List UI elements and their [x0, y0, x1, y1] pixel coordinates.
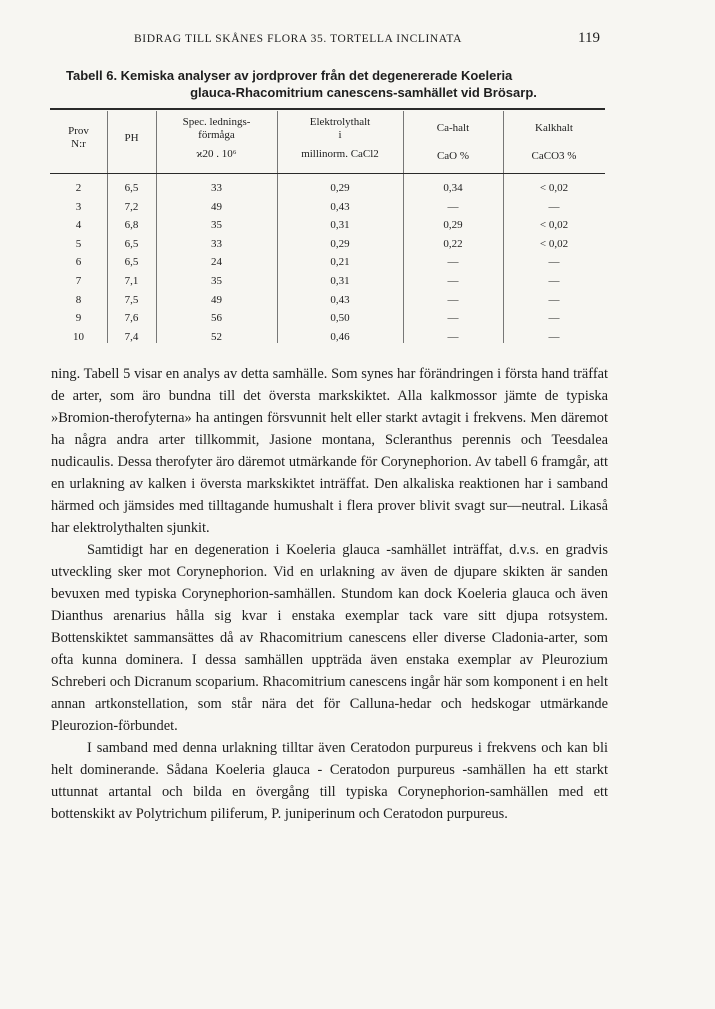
header-ca-halt-line-1: Ca-halt: [436, 122, 470, 134]
running-head: [0, 30, 715, 50]
cell-spec: 33: [211, 182, 222, 194]
cell-kalkhalt: —: [548, 275, 560, 287]
header-ca-halt: [403, 122, 503, 163]
header-kalkhalt: [503, 122, 605, 163]
header-prov-line-1: Prov: [68, 125, 89, 137]
cell-ph: 7,6: [124, 312, 139, 325]
cell-spec: 35: [211, 275, 222, 287]
cell-kalkhalt: < 0,02: [539, 237, 569, 250]
cell-elektrolythalt: 0,31: [330, 219, 350, 232]
cell-elektrolythalt: 0,46: [330, 330, 350, 343]
cell-ph: 7,4: [124, 330, 139, 343]
cell-prov: 7: [75, 275, 82, 287]
cell-kalkhalt: —: [548, 256, 560, 269]
header-kalkhalt-line-1: Kalkhalt: [535, 122, 573, 134]
header-spec-line-2: förmåga: [198, 129, 235, 141]
cell-elektrolythalt: 0,29: [330, 237, 350, 250]
cell-kalkhalt: —: [548, 293, 560, 306]
cell-ca-halt: 0,22: [443, 237, 463, 250]
cell-spec: 52: [211, 330, 222, 343]
cell-elektrolythalt: 0,21: [330, 256, 350, 269]
header-elektrolythalt-line-2: i: [338, 129, 342, 141]
cell-kalkhalt: < 0,02: [539, 219, 569, 232]
cell-spec: 35: [211, 219, 222, 232]
header-prov: [50, 125, 107, 151]
cell-ca-halt: —: [447, 312, 459, 325]
table-top-rule: [50, 108, 605, 110]
cell-spec: 24: [211, 256, 222, 269]
cell-spec: 49: [211, 293, 222, 306]
cell-prov: 4: [75, 219, 82, 232]
table-caption-line-1: Tabell 6. Kemiska analyser av jordprover från det degenererade Koeleria: [66, 68, 513, 83]
cell-elektrolythalt: 0,29: [330, 182, 350, 194]
cell-elektrolythalt: 0,31: [330, 275, 350, 287]
header-kalkhalt-line-2: CaCO3 %: [531, 150, 577, 162]
cell-ph: 6,5: [124, 256, 139, 269]
running-title: BIDRAG TILL SKÅNES FLORA 35. TORTELLA INCLINATA: [134, 33, 463, 45]
cell-ph: 7,5: [124, 293, 139, 306]
cell-elektrolythalt: 0,50: [330, 312, 350, 325]
cell-ph: 7,2: [124, 200, 139, 213]
cell-elektrolythalt: 0,43: [330, 293, 350, 306]
cell-prov: 9: [75, 312, 82, 325]
header-ph: PH: [124, 132, 139, 144]
header-elektrolythalt: [277, 116, 403, 161]
analysis-table: [50, 108, 605, 346]
cell-ca-halt: —: [447, 293, 459, 306]
cell-ca-halt: —: [447, 256, 459, 269]
cell-prov: 5: [75, 237, 82, 250]
header-spec-line-1: Spec. lednings-: [182, 116, 251, 128]
cell-elektrolythalt: 0,43: [330, 200, 350, 213]
cell-kalkhalt: —: [548, 330, 560, 343]
cell-ca-halt: 0,34: [443, 182, 463, 194]
cell-spec: 33: [211, 237, 222, 250]
table-caption: [60, 67, 655, 101]
paragraph-3: I samband med denna urlakning tilltar även Ceratodon purpureus i frekvens och kan bli helt dominerande. Sådana Koeleria glauca - Ceratodon purpureus -samhällen ha ett starkt uttunnat artantal och bilda en övergång till typiska Corynephorion-samhällen med ett bottenskikt av Polytrichum piliferum, P. juniperinum och Ceratodon purpureus.: [51, 740, 608, 822]
table-header-rule: [50, 173, 605, 174]
cell-kalkhalt: —: [548, 200, 560, 213]
table-caption-line-2: glauca-Rhacomitrium canescens-samhället vid Brösarp.: [190, 85, 537, 100]
cell-prov: 3: [75, 200, 82, 213]
header-spec-line-3: ϰ20 . 10⁶: [196, 148, 237, 160]
header-spec: [156, 116, 277, 161]
body-text: [51, 363, 608, 825]
page-number: 119: [578, 30, 600, 46]
cell-kalkhalt: < 0,02: [539, 182, 569, 194]
cell-ca-halt: 0,29: [443, 219, 463, 232]
header-prov-line-2: N:r: [71, 138, 86, 150]
cell-ca-halt: —: [447, 200, 459, 213]
paragraph-2: Samtidigt har en degeneration i Koeleria glauca -samhället inträffat, d.v.s. en gradvis utveckling sker mot Corynephorion. Vid en urlakning av även de djupare skikten är sanden bevuxen med typiska Corynephorion-samhällen. Stundom kan dock Koeleria glauca och även Dianthus arenarius hålla sig kvar i enstaka exemplar tack vare sitt djupa rotsystem. Bottenskiktet sammansättes då av Rhacomitrium canescens eller diverse Cladonia-arter, som ofta kunna dominera. I dessa samhällen uppträda även enstaka exemplar av Pleurozium Schreberi och Dicranum scoparium. Rhacomitrium canescens ingår här som komponent i en helt annan artkonstellation, som står nära det för Calluna-hedar och hedskogar utmärkande Pleurozion-förbundet.: [51, 542, 608, 734]
cell-prov: 10: [73, 330, 84, 343]
cell-ph: 7,1: [124, 275, 139, 287]
cell-ca-halt: —: [447, 330, 459, 343]
cell-prov: 8: [75, 293, 82, 306]
header-ca-halt-line-2: CaO %: [436, 150, 470, 162]
cell-prov: 6: [75, 256, 82, 269]
header-elektrolythalt-line-1: Elektrolythalt: [309, 116, 371, 128]
header-elektrolythalt-line-3: millinorm. CaCl2: [301, 148, 379, 160]
cell-ca-halt: —: [447, 275, 459, 287]
paragraph-1: ning. Tabell 5 visar en analys av detta samhälle. Som synes har förändringen i första hand träffat de arter, som äro bundna till det översta markskiktet. Alla kalkmossor jämte de typiska »Bromion-therofyterna» ha antingen försvunnit helt eller starkt avtagit i frekvens. Men däremot ha några andra arter tillkommit, Jasione montana, Scleranthus perennis och Teesdalea nudicaulis. Dessa therofyter äro däremot utmärkande för Corynephorion. Av tabell 6 framgår, att en urlakning av kalken i översta markskiktet inträffat. Den alkaliska reaktionen har i samband härmed och jämsides med tilltagande humushalt i flera prover blivit svagt sur—neutral. Likaså har elektrolythalten sjunkit.: [51, 366, 608, 536]
cell-kalkhalt: —: [548, 312, 560, 325]
cell-ph: 6,5: [124, 182, 139, 194]
cell-spec: 56: [211, 312, 222, 325]
cell-ph: 6,5: [124, 237, 139, 250]
cell-ph: 6,8: [124, 219, 139, 232]
cell-spec: 49: [211, 200, 222, 213]
cell-prov: 2: [75, 182, 82, 194]
